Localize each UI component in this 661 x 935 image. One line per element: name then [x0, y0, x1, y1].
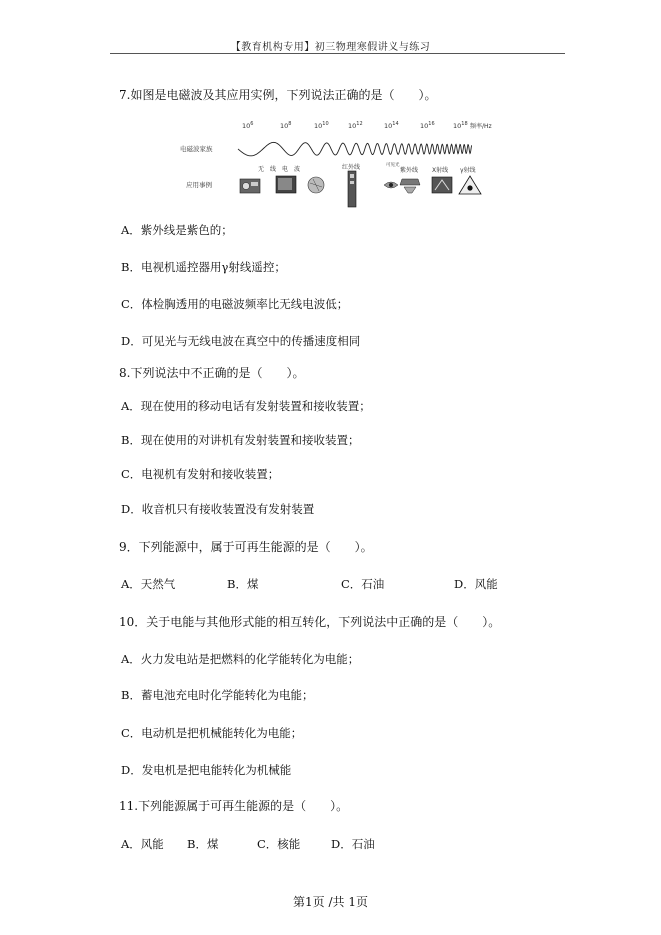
band-label-uv: 紫外线 — [400, 167, 419, 174]
freq-label-1e8: $10^8$ — [280, 121, 292, 130]
q11-options-row — [0, 836, 661, 852]
band-label-xray: X射线 — [432, 167, 449, 174]
q8-option-d: D．收音机只有接收装置没有发射装置 — [121, 502, 315, 516]
question-8-stem: 8.下列说法中不正确的是（ ）。 — [119, 366, 305, 380]
page-header: 【教育机构专用】初三物理寒假讲义与练习 — [230, 42, 431, 53]
freq-label-1e6: $10^6$ — [242, 121, 254, 130]
q7-option-a: A．紫外线是紫色的； — [121, 223, 233, 237]
freq-label-1e14: $10^{14}$ — [384, 121, 399, 130]
em-wave-curve — [238, 142, 472, 155]
q7-option-c: C．体检胸透用的电磁波频率比无线电波低； — [121, 297, 349, 311]
header-divider — [110, 53, 565, 54]
radio-set-icon — [240, 179, 260, 193]
row-label-applications: 应用事例 — [186, 181, 212, 189]
q7-option-d: D．可见光与无线电波在真空中的传播速度相同 — [121, 334, 361, 348]
freq-label-1e10: $10^{10}$ — [314, 121, 329, 130]
q10-option-d: D．发电机是把电能转化为机械能 — [121, 763, 292, 777]
q9-option-d: D．风能 — [454, 577, 498, 591]
q11-option-b: B．煤 — [187, 837, 219, 851]
question-9-stem: 9．下列能源中，属于可再生能源的是（ ）。 — [119, 540, 373, 554]
band-label-gamma: γ射线 — [460, 167, 476, 174]
q8-option-b: B．现在使用的对讲机有发射装置和接收装置； — [121, 433, 360, 447]
q9-option-a: A．天然气 — [121, 577, 176, 591]
page-footer: 第1页 /共 1页 — [293, 895, 368, 909]
em-spectrum-figure — [180, 113, 510, 213]
eye-icon — [384, 182, 398, 188]
q11-option-c: C．核能 — [257, 837, 301, 851]
freq-label-1e18: $10^{18}$ — [453, 121, 468, 130]
tv-set-icon — [276, 176, 296, 193]
question-11-stem: 11.下列能源属于可再生能源的是（ ）。 — [119, 799, 349, 813]
band-label-visible: 可见光 — [386, 163, 400, 168]
xray-image-icon — [432, 177, 452, 193]
infrared-remote-icon — [348, 171, 356, 207]
freq-label-1e16: $10^{16}$ — [420, 121, 435, 130]
q7-option-b: B．电视机遥控器用γ射线遥控； — [121, 260, 286, 274]
radar-dish-icon — [308, 177, 324, 193]
uv-lamp-icon — [400, 179, 420, 193]
q9-options-row — [0, 576, 661, 592]
q11-option-d: D．石油 — [331, 837, 375, 851]
q10-option-b: B．蓄电池充电时化学能转化为电能； — [121, 688, 314, 702]
band-label-infrared: 红外线 — [342, 164, 361, 171]
q10-option-a: A．火力发电站是把燃料的化学能转化为电能； — [121, 652, 360, 666]
q8-option-a: A．现在使用的移动电话有发射装置和接收装置； — [121, 399, 371, 413]
radiation-hazard-icon — [459, 176, 481, 194]
freq-label-1e12: $10^{12}$ — [348, 121, 363, 130]
row-label-em-family: 电磁波家族 — [180, 145, 213, 153]
question-7-stem: 7.如图是电磁波及其应用实例，下列说法正确的是（ ）。 — [119, 88, 437, 102]
question-10-stem: 10．关于电能与其他形式能的相互转化，下列说法中正确的是（ ）。 — [119, 615, 501, 629]
q10-option-c: C．电动机是把机械能转化为电能； — [121, 726, 303, 740]
q9-option-b: B．煤 — [227, 577, 259, 591]
q8-option-c: C．电视机有发射和接收装置； — [121, 467, 280, 481]
band-label-radio: 无 线 电 波 — [258, 166, 301, 173]
q11-option-a: A．风能 — [121, 837, 164, 851]
freq-unit-label: 频率/Hz — [470, 123, 492, 130]
q9-option-c: C．石油 — [341, 577, 385, 591]
